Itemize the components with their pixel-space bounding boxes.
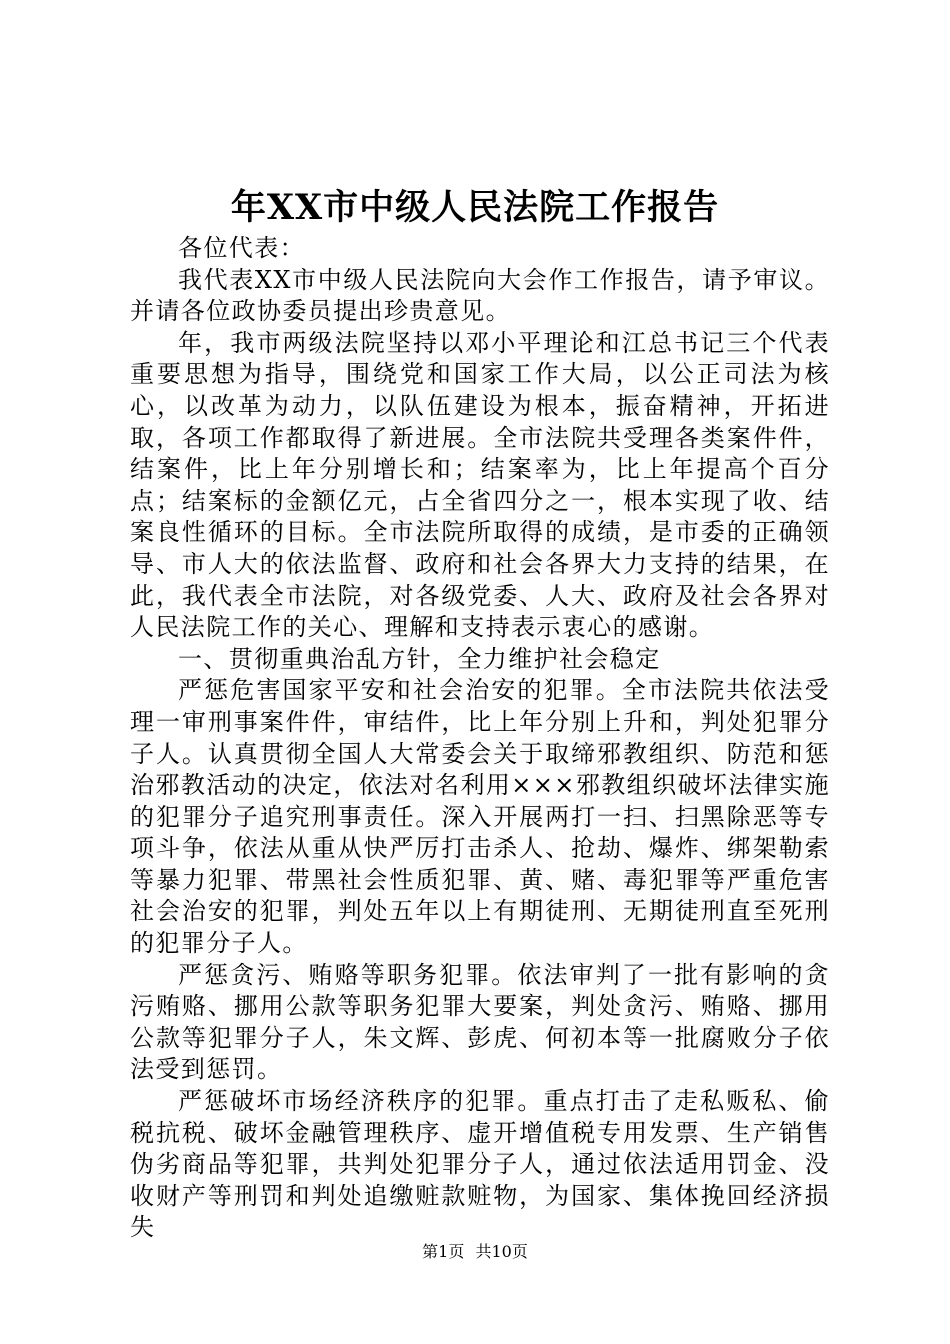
- page-footer: [0, 1242, 950, 1262]
- paragraph-summary: 年，我市两级法院坚持以邓小平理论和江总书记三个代表重要思想为指导，围绕党和国家工作大局，以公正司法为核心，以改革为动力，以队伍建设为根本，振奋精神，开拓进取，各项工作都取得了新进展。全市法院共受理各类案件件，结案件，比上年分别增长和；结案率为，比上年提高个百分点；结案标的金额亿元，占全省四分之一，根本实现了收、结案良性循环的目标。全市法院所取得的成绩，是市委的正确领导、市人大的依法监督、政府和社会各界大力支持的结果，在此，我代表全市法院，对各级党委、人大、政府及社会各界对人民法院工作的关心、理解和支持表示衷心的感谢。: [130, 328, 830, 642]
- paragraph-security-crimes: 严惩危害国家平安和社会治安的犯罪。全市法院共依法受理一审刑事案件件，审结件，比上年分别上升和，判处犯罪分子人。认真贯彻全国人大常委会关于取缔邪教组织、防范和惩治邪教活动的决定，依法对名利用×××邪教组织破坏法律实施的犯罪分子追究刑事责任。深入开展两打一扫、扫黑除恶等专项斗争，依法从重从快严厉打击杀人、抢劫、爆炸、绑架勒索等暴力犯罪、带黑社会性质犯罪、黄、赌、毒犯罪等严重危害社会治安的犯罪，判处五年以上有期徒刑、无期徒刑直至死刑的犯罪分子人。: [130, 676, 830, 958]
- page-number: 第1页: [422, 1242, 465, 1261]
- page-total: 共10页: [475, 1242, 528, 1261]
- paragraph-intro: 我代表XX市中级人民法院向大会作工作报告，请予审议。并请各位政协委员提出珍贵意见。: [130, 265, 830, 326]
- document-title: 年XX市中级人民法院工作报告: [230, 187, 720, 228]
- section-heading-1: 一、贯彻重典治乱方针，全力维护社会稳定: [178, 644, 661, 673]
- paragraph-economic-crimes: 严惩破坏市场经济秩序的犯罪。重点打击了走私贩私、偷税抗税、破坏金融管理秩序、虚开增值税专用发票、生产销售伪劣商品等犯罪，共判处犯罪分子人，通过依法适用罚金、没收财产等刑罚和判处追缴赃款赃物，为国家、集体挽回经济损失: [130, 1087, 830, 1242]
- salutation: 各位代表：: [178, 234, 305, 262]
- document-body: [130, 233, 830, 1244]
- paragraph-corruption-crimes: 严惩贪污、贿赂等职务犯罪。依法审判了一批有影响的贪污贿赂、挪用公款等职务犯罪大要案，判处贪污、贿赂、挪用公款等犯罪分子人，朱文辉、彭虎、何初本等一批腐败分子依法受到惩罚。: [130, 960, 830, 1084]
